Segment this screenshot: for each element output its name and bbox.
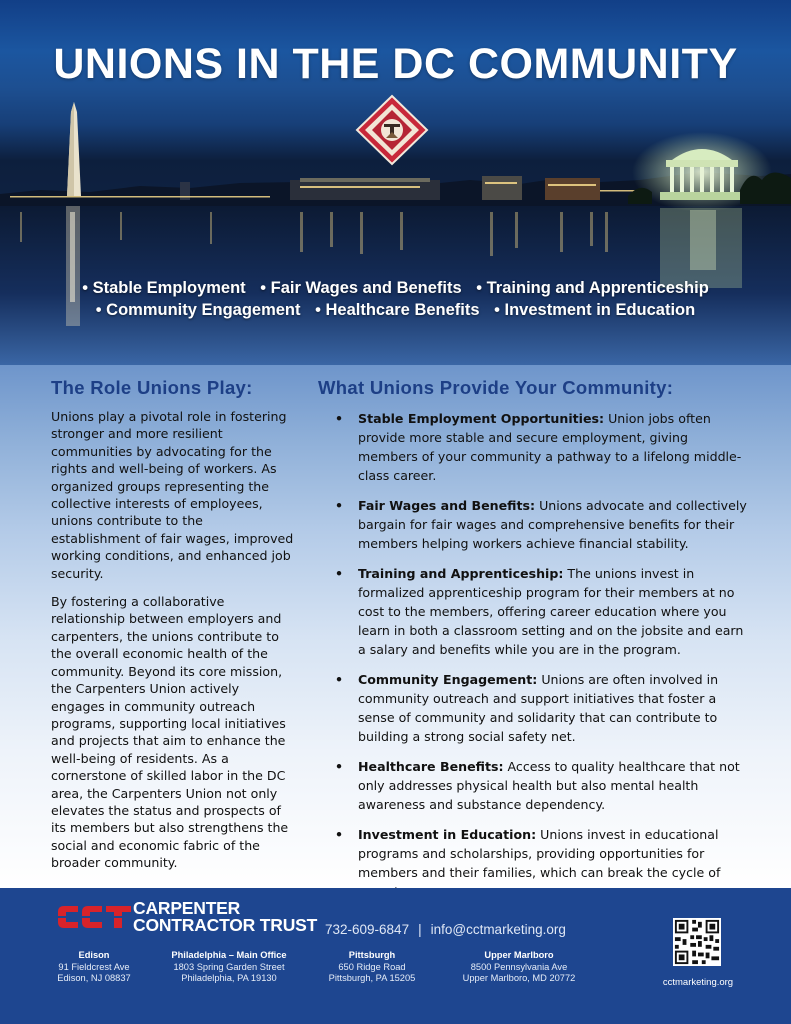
provide-heading: What Unions Provide Your Community:: [318, 377, 674, 398]
office-upper-marlboro: [448, 950, 590, 985]
office-name: Pittsburgh: [348, 950, 396, 960]
role-heading: The Role Unions Play:: [51, 377, 253, 398]
list-item: [335, 496, 747, 553]
office-address: 8500 Pennsylvania Ave: [470, 961, 568, 972]
list-item-title: Healthcare Benefits:: [358, 759, 504, 774]
bullet-icon: •: [335, 759, 344, 774]
brand-line-2: CONTRACTOR TRUST: [133, 915, 318, 935]
pillar-stable-employment: • Stable Employment: [82, 279, 246, 297]
list-item-text: The unions invest in formalized apprenticeship program for their members at no cost to the members, offering career education where you learn in both a classroom setting and on the jobsite and earn a salary and benefits while you are in the program.: [358, 566, 744, 657]
qr-code-icon[interactable]: [673, 918, 721, 966]
pillar-healthcare: • Healthcare Benefits: [315, 301, 479, 319]
benefit-pillars-row-1: [0, 279, 791, 298]
office-address: 91 Fieldcrest Ave: [58, 961, 130, 972]
office-city: Edison, NJ 08837: [57, 973, 131, 983]
page-title: UNIONS IN THE DC COMMUNITY: [53, 40, 738, 88]
pillar-fair-wages: • Fair Wages and Benefits: [260, 279, 461, 297]
office-city: Upper Marlboro, MD 20772: [462, 973, 576, 983]
list-item-title: Fair Wages and Benefits:: [358, 498, 536, 513]
list-item-text: Unions invest in educational programs and scholarships, providing opportunities for members and their families, which can break the cycle of: [358, 827, 721, 880]
contact-separator: |: [418, 922, 422, 937]
pillar-community-engagement: • Community Engagement: [96, 301, 301, 319]
carpenters-union-emblem-icon: [355, 94, 429, 166]
bullet-icon: •: [335, 411, 344, 426]
bullet-icon: •: [335, 672, 344, 687]
phone-link[interactable]: 732-609-6847: [325, 922, 410, 937]
website-link[interactable]: cctmarketing.org: [662, 977, 734, 988]
office-pittsburgh: [318, 950, 426, 985]
list-item: [335, 564, 747, 659]
office-city: Philadelphia, PA 19130: [181, 973, 277, 983]
list-item-text: Unions are often involved in community outreach and support initiatives that foster a sense of community and solidarity that can contribute to building a strong social safety net.: [358, 672, 719, 744]
office-name: Edison: [78, 950, 110, 960]
role-paragraph: Unions play a pivotal role in fostering stronger and more resilient communities by advocating for the rights and well-being of workers. As organized groups representing the collective interests of employees, unions contribute to the establishment of fair wages, improved working conditions, and enhanced job security.: [51, 409, 294, 581]
list-item: [335, 409, 747, 485]
benefit-pillars-row-2: [0, 301, 791, 320]
list-item-title: Investment in Education:: [358, 827, 537, 842]
contact-line: [325, 922, 566, 937]
list-item-text: Access to quality healthcare that not only addresses physical health but also mental health awareness and substance dependency.: [358, 759, 740, 812]
brand-line-1: CARPENTER: [133, 898, 241, 918]
office-name: Upper Marlboro: [484, 950, 554, 960]
provide-list: [335, 409, 747, 912]
role-section: [51, 408, 295, 883]
list-item: [335, 670, 747, 746]
bullet-icon: •: [335, 498, 344, 513]
footer: [0, 888, 791, 1024]
email-link[interactable]: info@cctmarketing.org: [430, 922, 566, 937]
office-philadelphia: [158, 950, 300, 985]
bullet-icon: •: [335, 827, 344, 842]
office-address: 650 Ridge Road: [338, 961, 406, 972]
list-item-title: Community Engagement:: [358, 672, 538, 687]
hero-banner: [0, 0, 791, 365]
pillar-education: • Investment in Education: [494, 301, 695, 319]
list-item: [335, 757, 747, 814]
list-item-text: Unions advocate and collectively bargain for fair wages and comprehensive benefits for their members helping workers achieve financial stability.: [358, 498, 747, 551]
brand-name: [133, 900, 317, 934]
list-item-title: Training and Apprenticeship:: [358, 566, 564, 581]
role-paragraph: By fostering a collaborative relationship between employers and carpenters, the unions contribute to the overall economic health of the community. Beyond its core mission, the Carpenters Union actively engages in community outreach programs, supporting local initiatives and projects that aim to enhance the well-being of residents. As a cornerstone of skilled labor in the DC area, the Carpenters Union not only elevates the status and prospects of its members but also strengthens the social and economic fabric of the broader community.: [51, 594, 289, 871]
office-city: Pittsburgh, PA 15205: [328, 973, 416, 983]
pillar-training: • Training and Apprenticeship: [476, 279, 709, 297]
office-name: Philadelphia – Main Office: [171, 950, 287, 960]
list-item-text: Union jobs often provide more stable and secure employment, giving members of your community a pathway to a lifelong middle-class career.: [358, 411, 742, 483]
office-edison: [48, 950, 140, 985]
office-address: 1803 Spring Garden Street: [173, 961, 285, 972]
bullet-icon: •: [335, 566, 344, 581]
list-item-title: Stable Employment Opportunities:: [358, 411, 605, 426]
cct-logo-icon: [56, 902, 132, 932]
